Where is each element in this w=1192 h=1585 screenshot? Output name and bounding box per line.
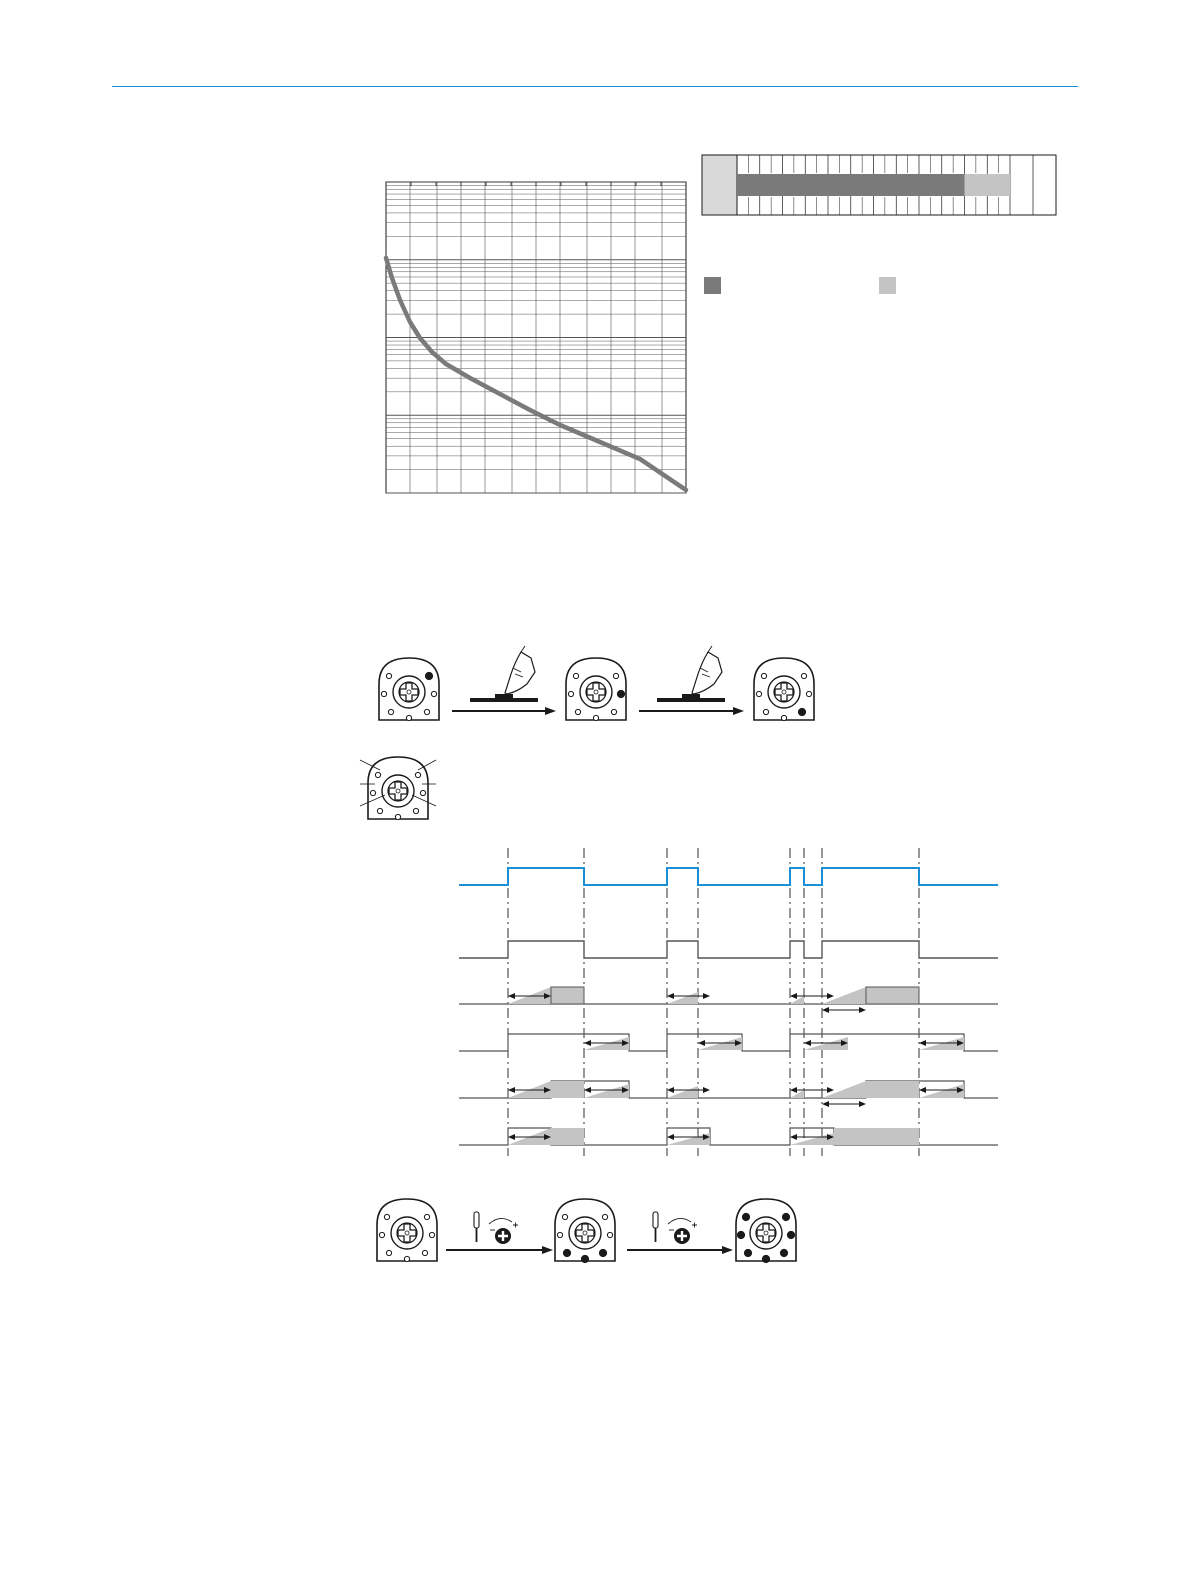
- rotary-knob-icon: [377, 1199, 437, 1262]
- knob-center: [583, 1231, 587, 1235]
- screwdriver-icon: [474, 1212, 479, 1242]
- knob-indicator-led: [422, 1250, 427, 1255]
- knob-indicator-led: [429, 1232, 434, 1237]
- knob-indicator-led: [386, 1250, 391, 1255]
- plus-sign: [692, 1223, 697, 1228]
- knob-indicator-led: [424, 1214, 429, 1219]
- knob-center: [764, 1231, 768, 1235]
- knob-indicator-led: [744, 1249, 751, 1256]
- plus-sign: [513, 1223, 518, 1228]
- knob-indicator-led: [384, 1214, 389, 1219]
- knob-indicator-led: [379, 1232, 384, 1237]
- rotation-arc: [668, 1218, 691, 1224]
- knob-indicator-led: [762, 1255, 769, 1262]
- plus-circle-icon: [489, 1218, 518, 1244]
- knob-indicator-led: [602, 1214, 607, 1219]
- screwdriver-icon: [653, 1212, 658, 1242]
- knob-indicator-led: [607, 1232, 612, 1237]
- rotary-knob-icon: [555, 1199, 615, 1263]
- knob-indicator-led: [780, 1249, 787, 1256]
- knob-indicator-led: [787, 1231, 794, 1238]
- knob-indicator-led: [742, 1213, 749, 1220]
- rotary-knob-icon: [736, 1199, 796, 1263]
- knob-indicator-led: [557, 1232, 562, 1237]
- arrow-head: [722, 1246, 733, 1254]
- knob-indicator-led: [581, 1255, 588, 1262]
- knob-indicator-led: [563, 1249, 570, 1256]
- knob-indicator-led: [599, 1249, 606, 1256]
- knob-indicator-led: [737, 1231, 744, 1238]
- knob-indicator-led: [782, 1213, 789, 1220]
- plus-circle-icon: [668, 1218, 697, 1244]
- rotation-arc: [489, 1218, 512, 1224]
- knob-indicator-led: [562, 1214, 567, 1219]
- arrow-head: [542, 1246, 553, 1254]
- knob-indicator-led: [404, 1256, 409, 1261]
- knob-center: [405, 1231, 409, 1235]
